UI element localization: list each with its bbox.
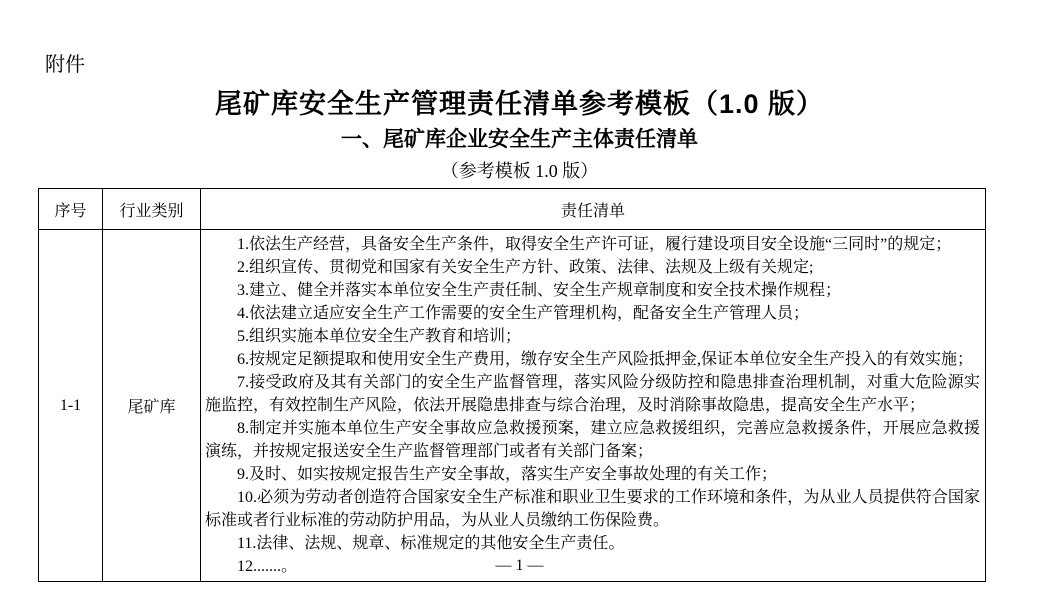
responsibility-item-11: 11.法律、法规、规章、标准规定的其他安全生产责任。 xyxy=(237,535,625,552)
responsibility-item-4: 4.依法建立适应安全生产工作需要的安全生产管理机构，配备安全生产管理人员； xyxy=(237,305,810,322)
table-row xyxy=(39,230,986,582)
cell-industry-category: 尾矿库 xyxy=(103,230,201,582)
responsibility-item-5: 5.组织实施本单位安全生产教育和培训； xyxy=(237,328,522,345)
col-header-category: 行业类别 xyxy=(103,189,201,230)
cell-responsibility-list xyxy=(201,230,986,582)
document-title: 尾矿库安全生产管理责任清单参考模板（1.0 版） xyxy=(214,89,825,119)
responsibility-item-9: 9.及时、如实按规定报告生产安全事故，落实生产安全事故处理的有关工作； xyxy=(237,466,778,483)
version-line: （参考模板 1.0 版） xyxy=(440,161,599,181)
col-header-serial: 序号 xyxy=(39,189,103,230)
col-header-responsibility-list: 责任清单 xyxy=(201,189,986,230)
responsibility-item-1: 1.依法生产经营，具备安全生产条件，取得安全生产许可证，履行建设项目安全设施“三同时”的规定； xyxy=(237,236,952,253)
responsibility-item-12: 12.......。 xyxy=(237,558,298,575)
section-title: 一、尾矿库企业安全生产主体责任清单 xyxy=(341,128,698,151)
responsibility-item-2: 2.组织宣传、贯彻党和国家有关安全生产方针、政策、法律、法规及上级有关规定; xyxy=(237,259,814,276)
responsibility-item-10: 10.必须为劳动者创造符合国家安全生产标准和职业卫生要求的工作环境和条件，为从业人员提供符合国家标准或者行业标准的劳动防护用品，为从业人员缴纳工伤保险费。 xyxy=(205,489,980,529)
page-number: — 1 — xyxy=(495,557,544,574)
table-header-row xyxy=(39,189,986,230)
responsibility-table xyxy=(38,188,986,582)
responsibility-item-8: 8.制定并实施本单位生产安全事故应急救援预案，建立应急救援组织，完善应急救援条件，开展应急救援演练，并按规定报送安全生产监督管理部门或者有关部门备案； xyxy=(205,420,980,460)
responsibility-item-6: 6.按规定足额提取和使用安全生产费用，缴存安全生产风险抵押金,保证本单位安全生产投入的有效实施； xyxy=(237,351,974,368)
attachment-label: 附件 xyxy=(45,54,85,76)
responsibility-item-3: 3.建立、健全并落实本单位安全生产责任制、安全生产规章制度和安全技术操作规程； xyxy=(237,282,842,299)
cell-serial-number: 1-1 xyxy=(39,230,103,582)
responsibility-item-7: 7.接受政府及其有关部门的安全生产监督管理，落实风险分级防控和隐患排查治理机制，对重大危险源实施监控，有效控制生产风险，依法开展隐患排查与综合治理，及时消除事故隐患，提高安全生产水平； xyxy=(205,374,980,414)
